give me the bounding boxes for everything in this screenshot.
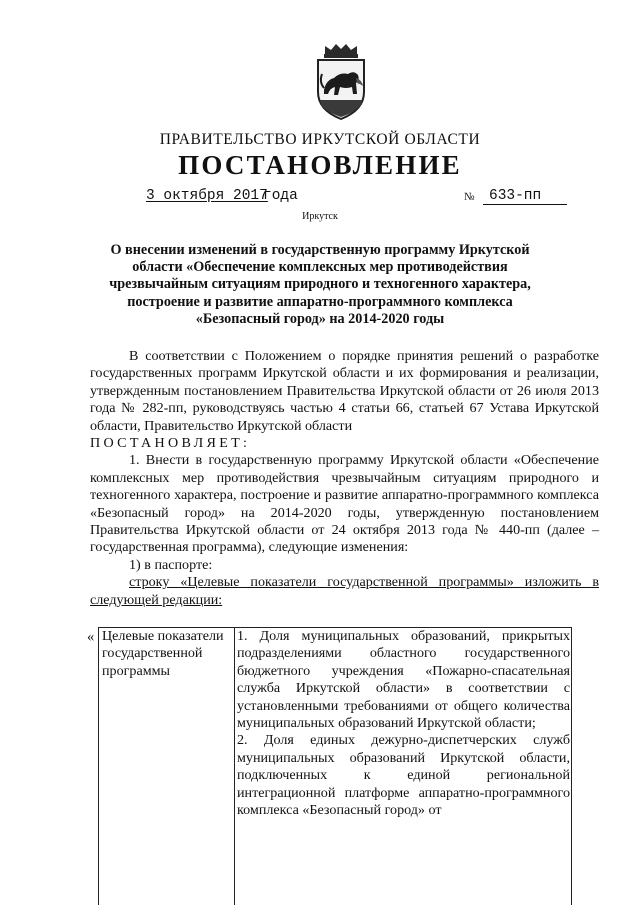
document-number: 633-пп <box>483 188 567 205</box>
decree-word: ПОСТАНОВЛЯЕТ: <box>90 435 251 452</box>
government-name: ПРАВИТЕЛЬСТВО ИРКУТСКОЙ ОБЛАСТИ <box>159 131 481 148</box>
document-date: 3 октября 2017 <box>146 188 268 204</box>
document-body <box>90 348 599 609</box>
item-1-paragraph: 1. Внести в государственную программу Иркутской области «Обеспечение комплексных мер противодействия чрезвычайным ситуациям природного и техногенного характера, построение и развитие аппаратно-программного комплекса «Безопасный город» на 2014-2020 годы, утвержденную постановлением Правительства Иркутской области от 24 октября 2013 года № 440-пп (далее – государственная программа), следующие изменения: <box>90 452 599 556</box>
table-column-divider <box>234 627 235 905</box>
sub-item-1-text: строку «Целевые показатели государственной программы» изложить в следующей редакции: <box>90 574 599 608</box>
passport-table <box>87 627 572 905</box>
number-sign: № <box>464 191 475 203</box>
table-item-1: 1. Доля муниципальных образований, прикрытых подразделениями областного государственного бюджетного учреждения «Пожарно-спасательная служба Иркутской области» в соответствии с установленными требованиями от общего количества муниципальных образований Иркутской области; <box>237 628 570 732</box>
date-number-row <box>146 188 566 208</box>
document-title: О внесении изменений в государственную программу Иркутской области «Обеспечение комплексных мер противодействия чрезвычайным ситуациям природного и техногенного характера, построение и развитие аппаратно-программного комплекса «Безопасный город» на 2014-2020 годы <box>109 242 531 327</box>
table-item-2: 2. Доля единых дежурно-диспетчерских служб муниципальных образований Иркутской области, подключенных к единой региональной интеграционной платформе аппаратно-программного комплекса «Безопасный город» от <box>237 732 570 819</box>
coat-of-arms-emblem <box>308 42 374 122</box>
table-label-cell: Целевые показатели государственной программы <box>102 628 224 679</box>
opening-quote: « <box>87 629 95 645</box>
document-type: ПОСТАНОВЛЕНИЕ <box>178 150 462 180</box>
preamble-paragraph: В соответствии с Положением о порядке принятия решений о разработке государственных программ Иркутской области и их формирования и реализации, утвержденным постановлением Правительства Иркутской области от 26 июля 2013 года № 282-пп, руководствуясь частью 4 статьи 66, статьей 67 Устава Иркутской области, Правительство Иркутской области <box>90 348 599 434</box>
sub-item-1: 1) в паспорте: <box>129 556 213 573</box>
date-suffix: года <box>263 188 298 204</box>
city-name: Иркутск <box>302 211 338 222</box>
table-value-cell <box>237 628 570 819</box>
